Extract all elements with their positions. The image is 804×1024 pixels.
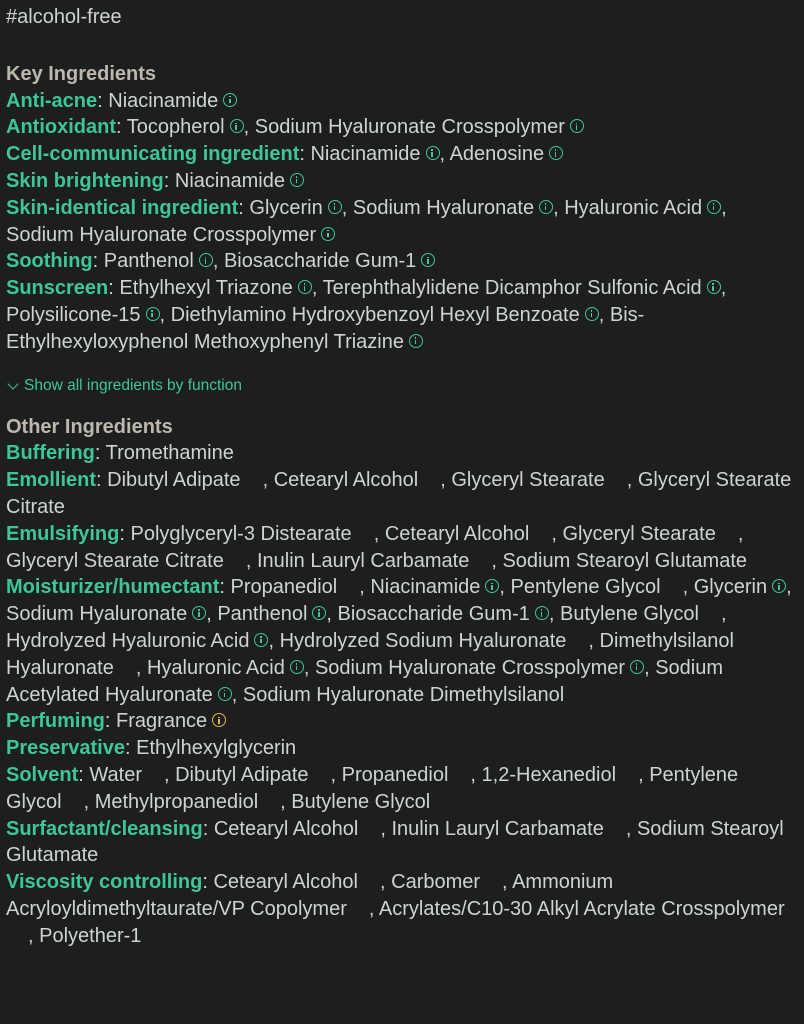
ingredient-link[interactable]: Diethylamino Hydroxybenzoyl Hexyl Benzoate <box>170 303 580 326</box>
colon-separator: : <box>78 763 90 786</box>
function-row <box>6 275 798 355</box>
function-row <box>6 735 798 762</box>
comma-separator: , <box>373 522 385 545</box>
info-circle-icon[interactable] <box>290 660 304 674</box>
info-circle-icon[interactable] <box>230 119 244 133</box>
comma-separator: , <box>470 763 482 786</box>
ingredient-link[interactable]: Sodium Hyaluronate Crosspolymer <box>314 656 626 679</box>
ingredient-link[interactable]: Sodium Acetylated Hyaluronate <box>6 656 724 706</box>
ingredient-link[interactable]: Adenosine <box>449 143 545 166</box>
ingredient-link[interactable]: Sodium Hyaluronate <box>6 603 188 626</box>
function-label[interactable]: Antioxidant <box>6 116 116 139</box>
comma-separator: , <box>83 790 95 813</box>
colon-separator: : <box>97 89 109 112</box>
comma-separator: , <box>548 603 560 626</box>
comma-separator: , <box>163 763 176 786</box>
info-circle-icon[interactable] <box>707 200 721 214</box>
ingredient-link[interactable]: Butylene Glycol <box>291 790 431 813</box>
ingredient-link[interactable]: Panthenol <box>217 603 308 626</box>
function-row <box>6 521 798 575</box>
comma-separator: , <box>268 629 280 652</box>
colon-separator: : <box>104 710 117 733</box>
ingredient-link[interactable]: Ethylhexylglycerin <box>136 737 297 760</box>
ingredient-link[interactable]: Cetearyl Alcohol <box>273 469 419 492</box>
info-circle-icon[interactable] <box>212 713 226 727</box>
comma-separator: , <box>499 576 511 599</box>
ingredient-link[interactable]: Glycerin <box>693 576 768 599</box>
colon-separator: : <box>219 576 231 599</box>
colon-separator: : <box>299 143 311 166</box>
info-circle-icon[interactable] <box>254 633 268 647</box>
comma-separator: , <box>682 576 694 599</box>
info-circle-icon[interactable] <box>218 687 232 701</box>
ingredient-link[interactable]: Propanediol <box>230 576 338 599</box>
info-circle-icon[interactable] <box>146 307 160 321</box>
ingredient-link[interactable]: Tocopherol <box>126 116 225 139</box>
comma-separator: , <box>380 817 392 840</box>
colon-separator: : <box>238 196 250 219</box>
alcohol-free-tag[interactable]: #alcohol-free <box>6 6 122 28</box>
ingredient-link[interactable]: Dimethylsilanol Hyaluronate <box>6 629 734 679</box>
comma-separator: , <box>368 897 379 920</box>
info-circle-icon[interactable] <box>321 227 335 241</box>
ingredient-link[interactable]: Fragrance <box>116 710 208 733</box>
key-ingredients-list <box>6 88 798 356</box>
function-label[interactable]: Sunscreen <box>6 277 109 300</box>
info-circle-icon[interactable] <box>223 93 237 107</box>
comma-separator: , <box>625 817 637 840</box>
function-label[interactable]: Emulsifying <box>6 522 120 545</box>
colon-separator: : <box>163 169 175 192</box>
ingredient-link[interactable]: Ethylhexyl Triazone <box>119 277 293 300</box>
comma-separator: , <box>380 871 392 894</box>
ingredient-link[interactable]: Glycerin <box>249 196 323 219</box>
function-label[interactable]: Moisturizer/humectant <box>6 576 220 599</box>
ingredient-link[interactable]: Biosaccharide Gum-1 <box>223 250 417 273</box>
comma-separator: , <box>359 576 371 599</box>
comma-separator: , <box>786 576 792 599</box>
info-circle-icon[interactable] <box>290 173 304 187</box>
other-ingredients-title: Other Ingredients <box>6 415 173 438</box>
comma-separator: , <box>303 656 315 679</box>
comma-separator: , <box>721 196 727 219</box>
colon-separator: : <box>124 737 137 760</box>
comma-separator: , <box>326 603 338 626</box>
function-row <box>6 816 798 870</box>
ingredient-link[interactable]: Sodium Stearoyl Glutamate <box>6 817 784 867</box>
spacer <box>6 31 798 61</box>
ingredient-link[interactable]: Hydrolyzed Sodium Hyaluronate <box>279 629 567 652</box>
ingredient-link[interactable]: Terephthalylidene Dicamphor Sulfonic Acid <box>322 277 702 300</box>
ingredient-link[interactable]: Inulin Lauryl Carbamate <box>256 549 470 572</box>
ingredient-link[interactable]: Hydrolyzed Hyaluronic Acid <box>6 629 250 652</box>
function-label[interactable]: Cell-communicating ingredient <box>6 143 300 166</box>
function-row <box>6 869 798 949</box>
info-circle-icon[interactable] <box>192 606 206 620</box>
function-row <box>6 114 798 141</box>
function-row <box>6 708 798 735</box>
function-row <box>6 168 798 195</box>
comma-separator: , <box>491 549 503 572</box>
info-circle-icon[interactable] <box>426 146 440 160</box>
function-row <box>6 248 798 275</box>
ingredient-link[interactable]: Tromethamine <box>105 442 234 465</box>
comma-separator: , <box>262 469 274 492</box>
ingredient-link[interactable]: Ammonium Acryloyldimethyltaurate/VP Copolymer <box>6 871 614 920</box>
ingredient-link[interactable]: Glyceryl Stearate <box>451 469 605 492</box>
ingredient-link[interactable]: Inulin Lauryl Carbamate <box>391 817 604 840</box>
ingredient-link[interactable]: Pentylene Glycol <box>510 576 661 599</box>
info-circle-icon[interactable] <box>539 200 553 214</box>
ingredient-link[interactable]: Bis-Ethylhexyloxyphenol Methoxyphenyl Triazine <box>6 303 645 353</box>
function-label[interactable]: Surfactant/cleansing <box>6 817 203 840</box>
colon-separator: : <box>108 277 120 300</box>
ingredient-link[interactable]: Acrylates/C10-30 Alkyl Acrylate Crosspolymer <box>378 897 785 920</box>
function-label[interactable]: Skin-identical ingredient <box>6 196 239 219</box>
ingredient-link[interactable]: Hyaluronic Acid <box>564 196 703 219</box>
ingredient-link[interactable]: Cetearyl Alcohol <box>213 817 359 840</box>
comma-separator: , <box>28 924 40 947</box>
info-circle-icon[interactable] <box>707 280 721 294</box>
info-circle-icon[interactable] <box>328 200 342 214</box>
ingredient-link[interactable]: Sodium Hyaluronate Dimethylsilanol <box>242 683 565 706</box>
comma-separator: , <box>720 603 727 626</box>
info-circle-icon[interactable] <box>570 119 584 133</box>
colon-separator: : <box>119 522 131 545</box>
key-ingredients-title: Key Ingredients <box>6 62 157 85</box>
comma-separator: , <box>551 522 563 545</box>
colon-separator: : <box>96 469 108 492</box>
function-row <box>6 467 798 521</box>
function-label[interactable]: Emollient <box>6 469 97 492</box>
ingredient-link[interactable]: Glyceryl Stearate Citrate <box>6 549 224 572</box>
ingredient-link[interactable]: Polyglyceryl-3 Distearate <box>130 522 352 545</box>
function-row <box>6 440 798 467</box>
info-circle-icon[interactable] <box>199 253 213 267</box>
show-all-label: Show all ingredients by function <box>24 376 242 394</box>
ingredient-link[interactable]: Panthenol <box>103 250 194 273</box>
ingredient-link[interactable]: Methylpropanediol <box>94 790 259 813</box>
comma-separator: , <box>720 277 727 300</box>
comma-separator: , <box>206 603 218 626</box>
ingredient-link[interactable]: Glyceryl Stearate <box>562 522 716 545</box>
ingredient-link[interactable]: Water <box>89 763 142 786</box>
comma-separator: , <box>439 143 450 166</box>
info-circle-icon[interactable] <box>409 334 423 348</box>
ingredient-link[interactable]: Niacinamide <box>174 169 285 192</box>
ingredient-link[interactable]: Sodium Hyaluronate Crosspolymer <box>6 223 317 246</box>
info-circle-icon[interactable] <box>549 146 563 160</box>
colon-separator: : <box>202 817 214 840</box>
function-row <box>6 574 798 708</box>
comma-separator: , <box>311 277 323 300</box>
ingredient-link[interactable]: Sodium Hyaluronate Crosspolymer <box>254 116 565 139</box>
comma-separator: , <box>502 871 513 894</box>
ingredient-link[interactable]: Pentylene Glycol <box>6 763 739 813</box>
comma-separator: , <box>212 250 224 273</box>
info-circle-icon[interactable] <box>535 606 549 620</box>
ingredient-link[interactable]: Niacinamide <box>370 576 481 599</box>
colon-separator: : <box>94 442 106 465</box>
ingredient-link[interactable]: Polyether-1 <box>39 924 142 947</box>
comma-separator: , <box>737 522 744 545</box>
ingredient-link[interactable]: Niacinamide <box>108 89 219 112</box>
colon-separator: : <box>116 116 127 139</box>
ingredient-link[interactable]: Niacinamide <box>310 143 421 166</box>
ingredient-link[interactable]: Sodium Hyaluronate <box>352 196 535 219</box>
info-circle-icon[interactable] <box>630 660 644 674</box>
comma-separator: , <box>598 303 610 326</box>
info-circle-icon[interactable] <box>421 253 435 267</box>
other-ingredients-list <box>6 440 798 949</box>
function-label[interactable]: Anti-acne <box>6 89 98 112</box>
comma-separator: , <box>440 469 452 492</box>
ingredient-link[interactable]: Cetearyl Alcohol <box>213 871 358 894</box>
chevron-down-icon <box>7 378 18 389</box>
comma-separator: , <box>644 656 656 679</box>
function-label[interactable]: Soothing <box>6 250 93 273</box>
colon-separator: : <box>202 871 214 894</box>
function-row <box>6 195 798 249</box>
comma-separator: , <box>626 469 638 492</box>
show-all-ingredients-link[interactable] <box>6 376 798 396</box>
ingredient-link[interactable]: Carbomer <box>391 871 481 894</box>
ingredient-link[interactable]: Dibutyl Adipate <box>175 763 309 786</box>
comma-separator: , <box>341 196 353 219</box>
function-label[interactable]: Viscosity controlling <box>6 871 203 894</box>
info-circle-icon[interactable] <box>585 307 599 321</box>
colon-separator: : <box>92 250 104 273</box>
ingredient-link[interactable]: Biosaccharide Gum-1 <box>337 603 530 626</box>
ingredient-link[interactable]: Polysilicone-15 <box>6 303 141 326</box>
function-label[interactable]: Skin brightening <box>6 169 164 192</box>
comma-separator: , <box>245 549 257 572</box>
ingredient-link[interactable]: 1,2-Hexanediol <box>481 763 617 786</box>
comma-separator: , <box>588 629 600 652</box>
ingredient-link[interactable]: Butylene Glycol <box>559 603 699 626</box>
comma-separator: , <box>280 790 292 813</box>
info-circle-icon[interactable] <box>298 280 312 294</box>
comma-separator: , <box>135 656 147 679</box>
ingredient-link[interactable]: Glyceryl Stearate Citrate <box>6 469 792 518</box>
comma-separator: , <box>553 196 565 219</box>
function-label[interactable]: Solvent <box>6 763 79 786</box>
ingredient-link[interactable]: Sodium Stearoyl Glutamate <box>502 549 748 572</box>
comma-separator: , <box>231 683 243 706</box>
comma-separator: , <box>638 763 650 786</box>
function-label[interactable]: Buffering <box>6 442 95 465</box>
ingredient-link[interactable]: Dibutyl Adipate <box>107 469 241 492</box>
ingredient-link[interactable]: Propanediol <box>341 763 449 786</box>
function-label[interactable]: Preservative <box>6 737 125 760</box>
comma-separator: , <box>159 303 171 326</box>
function-row <box>6 762 798 816</box>
function-row <box>6 88 798 115</box>
comma-separator: , <box>330 763 342 786</box>
ingredient-link[interactable]: Cetearyl Alcohol <box>384 522 530 545</box>
ingredient-link[interactable]: Hyaluronic Acid <box>146 656 285 679</box>
info-circle-icon[interactable] <box>772 579 786 593</box>
function-row <box>6 141 798 168</box>
info-circle-icon[interactable] <box>312 606 326 620</box>
info-circle-icon[interactable] <box>485 579 499 593</box>
function-label[interactable]: Perfuming <box>6 710 105 733</box>
comma-separator: , <box>243 116 255 139</box>
